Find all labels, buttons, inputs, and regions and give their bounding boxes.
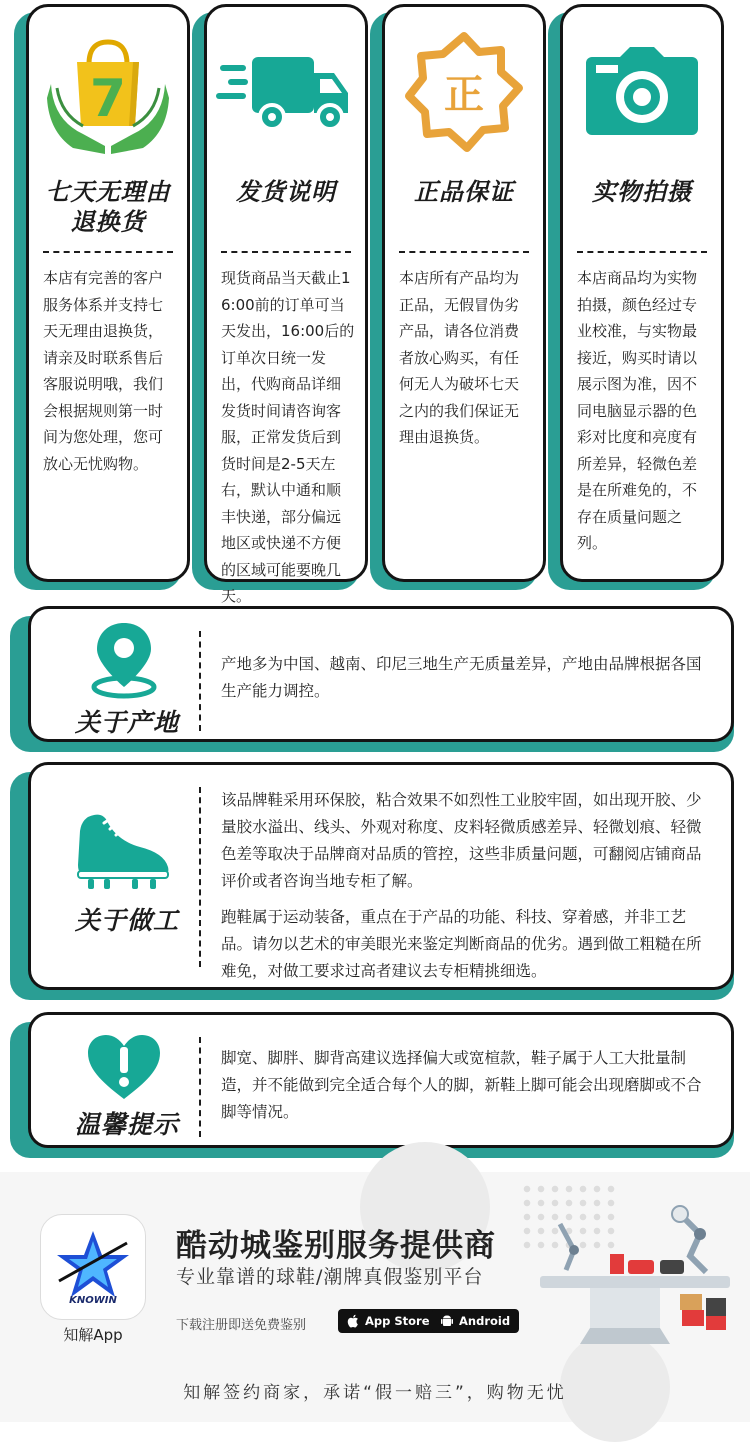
section-panel [28,762,734,990]
camera-icon [563,23,721,163]
card-title: 正品保证 [414,178,514,206]
apple-icon [347,1314,359,1328]
section-paragraph: 产地多为中国、越南、印尼三地生产无质量差异，产地由品牌根据各国生产能力调控。 [221,655,702,700]
service-cards [0,0,750,605]
sneaker-icon [69,809,179,891]
card-title: 七天无理由退换货 [45,178,171,236]
card-panel [204,4,368,605]
section-origin [10,606,734,752]
download-promo-text: 下载注册即送免费鉴别 [176,1318,307,1333]
section-title: 温馨提示 [74,1110,179,1139]
section-panel [28,606,734,742]
card-seven-day-return [14,4,190,590]
card-title: 实物拍摄 [592,178,692,206]
section-paragraph: 跑鞋属于运动装备，重点在于产品的功能、科技、穿着感，并非工艺品。请勿以艺术的审美眼光来鉴定判断商品的优劣。遇到做工粗糙在所难免，对做工要求过高者建议去专柜精挑细选。 [221,908,702,980]
location-pin-icon [69,619,179,699]
dashed-divider [221,251,351,253]
app-logo[interactable] [40,1214,146,1320]
card-genuine [370,4,546,590]
section-tips [10,1012,734,1158]
android-icon [441,1314,453,1328]
seven-day-bag-hands-icon [29,23,187,163]
robot-lab-illustration [530,1194,740,1354]
app-name: 知解App [63,1326,123,1344]
dashed-divider [577,251,707,253]
footer-ad-banner[interactable] [0,1172,750,1422]
svg-text:7: 7 [89,69,127,129]
section-title: 关于做工 [74,906,179,935]
heart-exclamation-icon [69,1033,179,1101]
section-text [221,651,713,705]
android-label: Android [459,1314,511,1328]
dashed-divider [199,631,201,731]
dashed-divider [199,1037,201,1137]
section-workmanship [10,762,734,1000]
delivery-truck-icon [207,23,365,163]
dashed-divider [399,251,529,253]
section-text [221,787,713,985]
ad-title: 酷动城鉴别服务提供商 [176,1228,496,1264]
card-shipping [192,4,368,605]
ad-subtitle: 专业靠谱的球鞋/潮牌真假鉴别平台 [176,1266,484,1288]
svg-text:正: 正 [444,72,484,118]
card-body-text: 本店所有产品均为正品，无假冒伪劣产品，请各位消费者放心购买，有任何无人为破坏七天之内的我们保证无理由退换货。 [399,269,520,446]
card-body-text: 现货商品当天截止16:00前的订单可当天发出，16:00后的订单次日统一发出，代购商品详细发货时间请咨询客服，正常发货后到货时间是2-5天左右，默认中通和顺丰快递，部分偏远地区或快递不方便的区域可能要晚几天。 [221,269,355,605]
section-title: 关于产地 [74,708,179,737]
dashed-divider [43,251,173,253]
card-body-text: 本店有完善的客户服务体系并支持七天无理由退换货，请亲及时联系售后客服说明哦，我们会根据规则第一时间为您处理，您可放心无忧购物。 [43,269,164,473]
dashed-divider [199,787,201,967]
card-body-text: 本店商品均为实物拍摄，颜色经过专业校准，与实物最接近，购买时请以展示图为准，因不同电脑显示器的色彩对比度和亮度有所差异，轻微色差是在所难免的，不存在质量问题之列。 [577,269,698,552]
section-panel [28,1012,734,1148]
star-logo-icon [53,1229,133,1299]
section-text [221,1045,713,1126]
card-panel [382,4,546,582]
app-store-label: App Store [365,1314,430,1328]
app-store-button[interactable] [338,1309,439,1333]
genuine-badge-icon [385,23,543,163]
card-panel [560,4,724,582]
section-paragraph: 脚宽、脚胖、脚背高建议选择偏大或宽楦款，鞋子属于人工大批量制造，并不能做到完全适合每个人的脚，新鞋上脚可能会出现磨脚或不合脚等情况。 [221,1049,702,1121]
footer-slogan: 知解签约商家，承诺“假一赔三”，购物无忧 [183,1383,567,1403]
section-paragraph: 该品牌鞋采用环保胶，粘合效果不如烈性工业胶牢固，如出现开胶、少量胶水溢出、线头、外观对称度、皮料轻微质感差异、轻微划痕、轻微色差等取决于品牌商对品质的管控，这些非质量问题，可翻阅店铺商品评价或者咨询当地专柜了解。 [221,791,702,890]
android-button[interactable] [432,1309,519,1333]
app-logo-text: KNOWIN [69,1294,117,1306]
card-real-photos [548,4,724,590]
card-panel [26,4,190,582]
card-title: 发货说明 [236,178,336,206]
